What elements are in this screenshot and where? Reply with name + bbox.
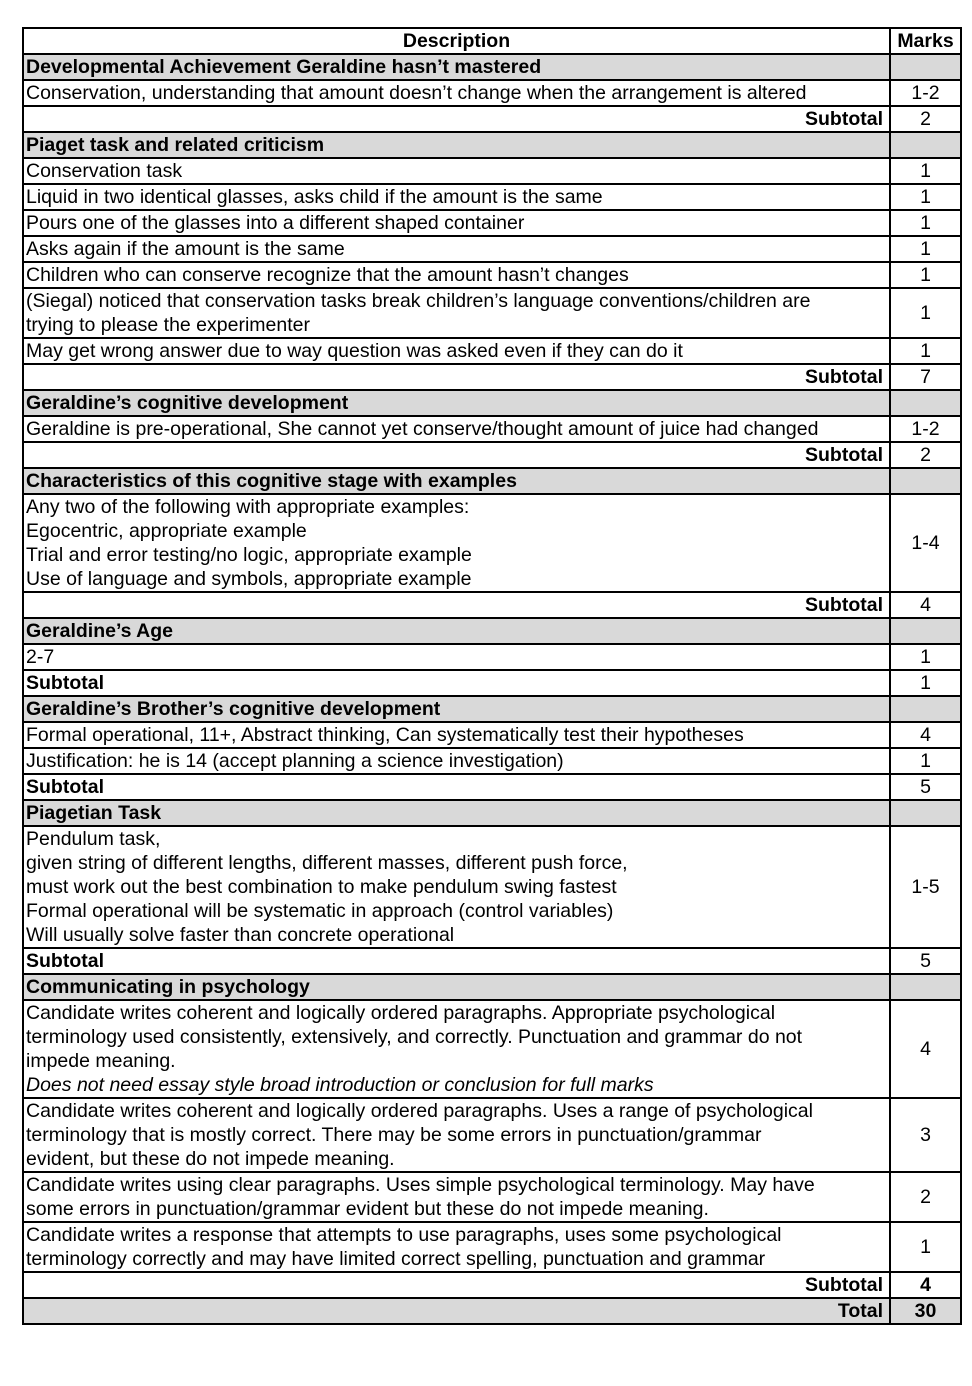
criterion-marks: 4 [890, 1000, 961, 1098]
criterion-line: Geraldine is pre-operational, She cannot yet conserve/thought amount of juice had changed [26, 418, 819, 440]
criterion-line: 2-7 [26, 646, 55, 668]
criterion-row [23, 236, 961, 262]
section-marks-blank [890, 974, 961, 1000]
subtotal-value: 1 [890, 670, 961, 696]
criterion-marks: 1 [890, 644, 961, 670]
criterion-description [23, 416, 890, 442]
criterion-row [23, 494, 961, 592]
total-label: Total [23, 1298, 890, 1324]
subtotal-row [23, 670, 961, 696]
header-row [23, 28, 961, 54]
section-header-row [23, 800, 961, 826]
criterion-line: terminology that is mostly correct. There may be some errors in punctuation/grammar [26, 1124, 762, 1146]
section-marks-blank [890, 468, 961, 494]
criterion-line: trying to please the experimenter [26, 314, 310, 336]
subtotal-value: 2 [890, 106, 961, 132]
criterion-marks: 1-2 [890, 416, 961, 442]
criterion-description [23, 262, 890, 288]
section-title: Piaget task and related criticism [23, 132, 890, 158]
criterion-line: Conservation task [26, 160, 183, 182]
criterion-marks: 1-5 [890, 826, 961, 948]
criterion-line: impede meaning. [26, 1050, 176, 1072]
subtotal-label: Subtotal [23, 948, 890, 974]
subtotal-row [23, 774, 961, 800]
subtotal-row [23, 442, 961, 468]
criterion-row [23, 722, 961, 748]
total-value: 30 [890, 1298, 961, 1324]
header-description: Description [23, 28, 890, 54]
criterion-line: must work out the best combination to make pendulum swing fastest [26, 876, 617, 898]
section-title: Geraldine’s cognitive development [23, 390, 890, 416]
criterion-row [23, 210, 961, 236]
criterion-marks: 1 [890, 158, 961, 184]
criterion-note: Does not need essay style broad introduction or conclusion for full marks [26, 1074, 654, 1096]
subtotal-label: Subtotal [23, 106, 890, 132]
subtotal-label: Subtotal [23, 364, 890, 390]
criterion-marks: 1 [890, 262, 961, 288]
criterion-row [23, 1222, 961, 1272]
section-header-row [23, 390, 961, 416]
criterion-row [23, 1172, 961, 1222]
subtotal-label: Subtotal [23, 442, 890, 468]
subtotal-row [23, 1272, 961, 1298]
criterion-line: terminology correctly and may have limited correct spelling, punctuation and grammar [26, 1248, 766, 1270]
subtotal-value: 5 [890, 774, 961, 800]
criterion-row [23, 338, 961, 364]
section-header-row [23, 618, 961, 644]
criterion-marks: 1 [890, 1222, 961, 1272]
subtotal-value: 2 [890, 442, 961, 468]
subtotal-label: Subtotal [23, 592, 890, 618]
subtotal-row [23, 592, 961, 618]
section-marks-blank [890, 696, 961, 722]
criterion-marks: 1-2 [890, 80, 961, 106]
subtotal-label: Subtotal [23, 774, 890, 800]
criterion-row [23, 826, 961, 948]
criterion-marks: 1 [890, 210, 961, 236]
criterion-row [23, 748, 961, 774]
total-row [23, 1298, 961, 1324]
criterion-description [23, 1222, 890, 1272]
criterion-line: Asks again if the amount is the same [26, 238, 345, 260]
criterion-line: Any two of the following with appropriate examples: [26, 496, 470, 518]
subtotal-row [23, 364, 961, 390]
table-body [23, 28, 961, 1324]
criterion-line: terminology used consistently, extensively, and correctly. Punctuation and grammar do not [26, 1026, 803, 1048]
criterion-row [23, 184, 961, 210]
criterion-line: Will usually solve faster than concrete operational [26, 924, 455, 946]
subtotal-value: 5 [890, 948, 961, 974]
criterion-marks: 1 [890, 236, 961, 262]
criterion-description [23, 748, 890, 774]
criterion-line: Pendulum task, [26, 828, 161, 850]
criterion-description [23, 826, 890, 948]
section-title: Geraldine’s Age [23, 618, 890, 644]
criterion-row [23, 80, 961, 106]
section-header-row [23, 132, 961, 158]
criterion-row [23, 644, 961, 670]
criterion-line: Pours one of the glasses into a different shaped container [26, 212, 525, 234]
criterion-row [23, 288, 961, 338]
subtotal-value: 4 [890, 592, 961, 618]
criterion-description [23, 184, 890, 210]
criterion-line: Formal operational, 11+, Abstract thinking, Can systematically test their hypotheses [26, 724, 744, 746]
criterion-line: Candidate writes a response that attempts to use paragraphs, uses some psychological [26, 1224, 782, 1246]
subtotal-label: Subtotal [23, 670, 890, 696]
criterion-description [23, 1098, 890, 1172]
criterion-description [23, 644, 890, 670]
section-title: Characteristics of this cognitive stage with examples [23, 468, 890, 494]
criterion-row [23, 1098, 961, 1172]
section-marks-blank [890, 390, 961, 416]
criterion-marks: 1 [890, 288, 961, 338]
criterion-line: some errors in punctuation/grammar evident but these do not impede meaning. [26, 1198, 709, 1220]
criterion-description [23, 1172, 890, 1222]
criterion-marks: 1 [890, 748, 961, 774]
criterion-line: Candidate writes coherent and logically ordered paragraphs. Uses a range of psychological [26, 1100, 813, 1122]
criterion-line: Trial and error testing/no logic, appropriate example [26, 544, 472, 566]
section-title: Developmental Achievement Geraldine hasn’t mastered [23, 54, 890, 80]
section-title: Piagetian Task [23, 800, 890, 826]
criterion-row [23, 1000, 961, 1098]
subtotal-row [23, 948, 961, 974]
section-title: Communicating in psychology [23, 974, 890, 1000]
criterion-marks: 1-4 [890, 494, 961, 592]
subtotal-label: Subtotal [23, 1272, 890, 1298]
section-header-row [23, 696, 961, 722]
criterion-marks: 1 [890, 338, 961, 364]
subtotal-value: 4 [890, 1272, 961, 1298]
section-header-row [23, 974, 961, 1000]
criterion-line: Use of language and symbols, appropriate example [26, 568, 472, 590]
criterion-description [23, 236, 890, 262]
section-header-row [23, 54, 961, 80]
marking-scheme-table [22, 27, 962, 1325]
criterion-line: (Siegal) noticed that conservation tasks break children’s language conventions/children are [26, 290, 811, 312]
criterion-row [23, 416, 961, 442]
criterion-line: Liquid in two identical glasses, asks child if the amount is the same [26, 186, 603, 208]
section-marks-blank [890, 132, 961, 158]
criterion-description [23, 80, 890, 106]
subtotal-value: 7 [890, 364, 961, 390]
criterion-line: Conservation, understanding that amount doesn’t change when the arrangement is altered [26, 82, 807, 104]
criterion-description [23, 158, 890, 184]
criterion-line: evident, but these do not impede meaning. [26, 1148, 395, 1170]
section-marks-blank [890, 800, 961, 826]
criterion-line: Justification: he is 14 (accept planning a science investigation) [26, 750, 564, 772]
criterion-marks: 1 [890, 184, 961, 210]
criterion-description [23, 722, 890, 748]
criterion-description [23, 1000, 890, 1098]
criterion-line: Children who can conserve recognize that the amount hasn’t changes [26, 264, 629, 286]
criterion-marks: 2 [890, 1172, 961, 1222]
criterion-description [23, 288, 890, 338]
section-header-row [23, 468, 961, 494]
criterion-marks: 3 [890, 1098, 961, 1172]
criterion-line: Candidate writes using clear paragraphs. Uses simple psychological terminology. May have [26, 1174, 815, 1196]
subtotal-row [23, 106, 961, 132]
section-marks-blank [890, 618, 961, 644]
criterion-description [23, 494, 890, 592]
section-marks-blank [890, 54, 961, 80]
criterion-description [23, 338, 890, 364]
criterion-line: Formal operational will be systematic in approach (control variables) [26, 900, 614, 922]
criterion-description [23, 210, 890, 236]
header-marks: Marks [890, 28, 961, 54]
criterion-marks: 4 [890, 722, 961, 748]
criterion-row [23, 158, 961, 184]
section-title: Geraldine’s Brother’s cognitive development [23, 696, 890, 722]
marking-scheme [22, 27, 960, 1325]
criterion-line: given string of different lengths, different masses, different push force, [26, 852, 628, 874]
criterion-line: Egocentric, appropriate example [26, 520, 307, 542]
criterion-line: Candidate writes coherent and logically ordered paragraphs. Appropriate psychological [26, 1002, 776, 1024]
criterion-line: May get wrong answer due to way question was asked even if they can do it [26, 340, 683, 362]
criterion-row [23, 262, 961, 288]
